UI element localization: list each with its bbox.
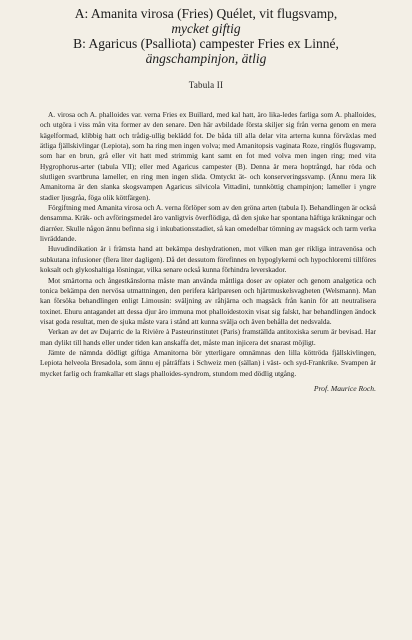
heading-line-b: B: Agaricus (Psalliota) campester Fries ex Linné, — [73, 36, 339, 51]
paragraph: Mot smärtorna och ångestkänslorna måste man använda måttliga doser av opiater och genom analgetica och tonica bekämpa den nervösa utmattningen, den perifera kärlparesen och hjärtmuskelsvagheten (Welsmann). Man kan försöka behandlingen enligt Limousin: sväljning av råhjärna och magsäck från kanin för att neutralisera toxinet. Ehuru antagandet att dessa djur äro immuna mot phalloidestoxin visat sig falskt, har behandlingen ändock visat goda resultat, men de sjuka måste vara i stånd att kunna svälja och även behålla det nedsvalda. — [40, 275, 376, 326]
paragraph: Huvudindikation är i främsta hand att bekämpa deshydrationen, mot vilken man ger rikliga intravenösa och subkutana infusioner (flera liter dagligen). Då det dessutom förefinnes en hypoglykemi och hypochloremi tillföres koksalt och glykoshaltiga lösningar, vilka senare också kunna förhindra leverskador. — [40, 244, 376, 275]
paragraph: Verkan av det av Dujarric de la Rivière à Pasteurinstitutet (Paris) framställda antitoxiska serum är bevisad. Har man dylikt till hands eller under tiden kan anskaffa det, måste man injicera det snarast möjligt. — [40, 327, 376, 347]
paragraph: A. virosa och A. phalloides var. verna Fries ex Buillard, med kal hatt, äro lika-ledes farliga som A. phalloides, och utgöra i viss mån vita former av den senare. Den här avbildade första skiljer sig från verna genom en mera kägelformad, klibbig hatt och trådig-ullig beklädd fot. De båda till alla delar vita arterna kunna förväxlas med ätliga fjällskivlingar (Lepiota), som ha ring men ingen volva; med Amanitopsis vaginata Roze, ringlös flugsvamp, som har en brun, grå eller vit hatt med strimmig kant samt en fot med volva men ingen ring; med vita Hygrophorus-arter (tabula VII); eller med Agaricus campester (B). Denna är mera hoptrångd, har röda och slutligen svartbruna lameller, en ring men ingen slida. Omtyckt ät- och konserveringssvamp. (Ännu mera lik Amanitorna är den slanka skogsvampen Agaricus silvicola Vittadini, tunnköttig champinjon; lameller i yngre stadier ljusgråa, föga olik köttfärgen). — [40, 110, 376, 202]
heading-line-a: A: Amanita virosa (Fries) Quélet, vit flugsvamp, — [74, 6, 338, 21]
heading-line-a-verdict: mycket giftig — [171, 21, 241, 36]
document-header — [0, 6, 412, 66]
body-text — [40, 110, 376, 394]
author-signature: Prof. Maurice Roch. — [313, 383, 376, 393]
plate-title: Tabula II — [188, 80, 224, 90]
paragraph: Förgiftning med Amanita virosa och A. verna förlöper som av den gröna arten (tabula I). Behandlingen är också densamma. Kräk- och avföringsmedel äro vanligtvis överflödiga, då den sjuke har spontana häftiga kräkningar och diarréer. Skulle någon ännu befinna sig i inkubationsstadiet, så kan omedelbar tömning av magsäck och tarm verka livräddande. — [40, 203, 376, 244]
paragraph: Jämte de nämnda dödligt giftiga Amanitorna bör ytterligare omnämnas den lilla köttröda fjällskivlingen, Lepiota helveola Bresadola, som ännu ej påträffats i Schweiz men (sällan) i väst- och syd-Frankrike. Svampen är mycket farlig och framkallar ett slags phalloides-syndrom, stundom med dödlig utgång. — [40, 347, 376, 378]
heading-line-b-verdict: ängschampinjon, ätlig — [145, 51, 267, 66]
